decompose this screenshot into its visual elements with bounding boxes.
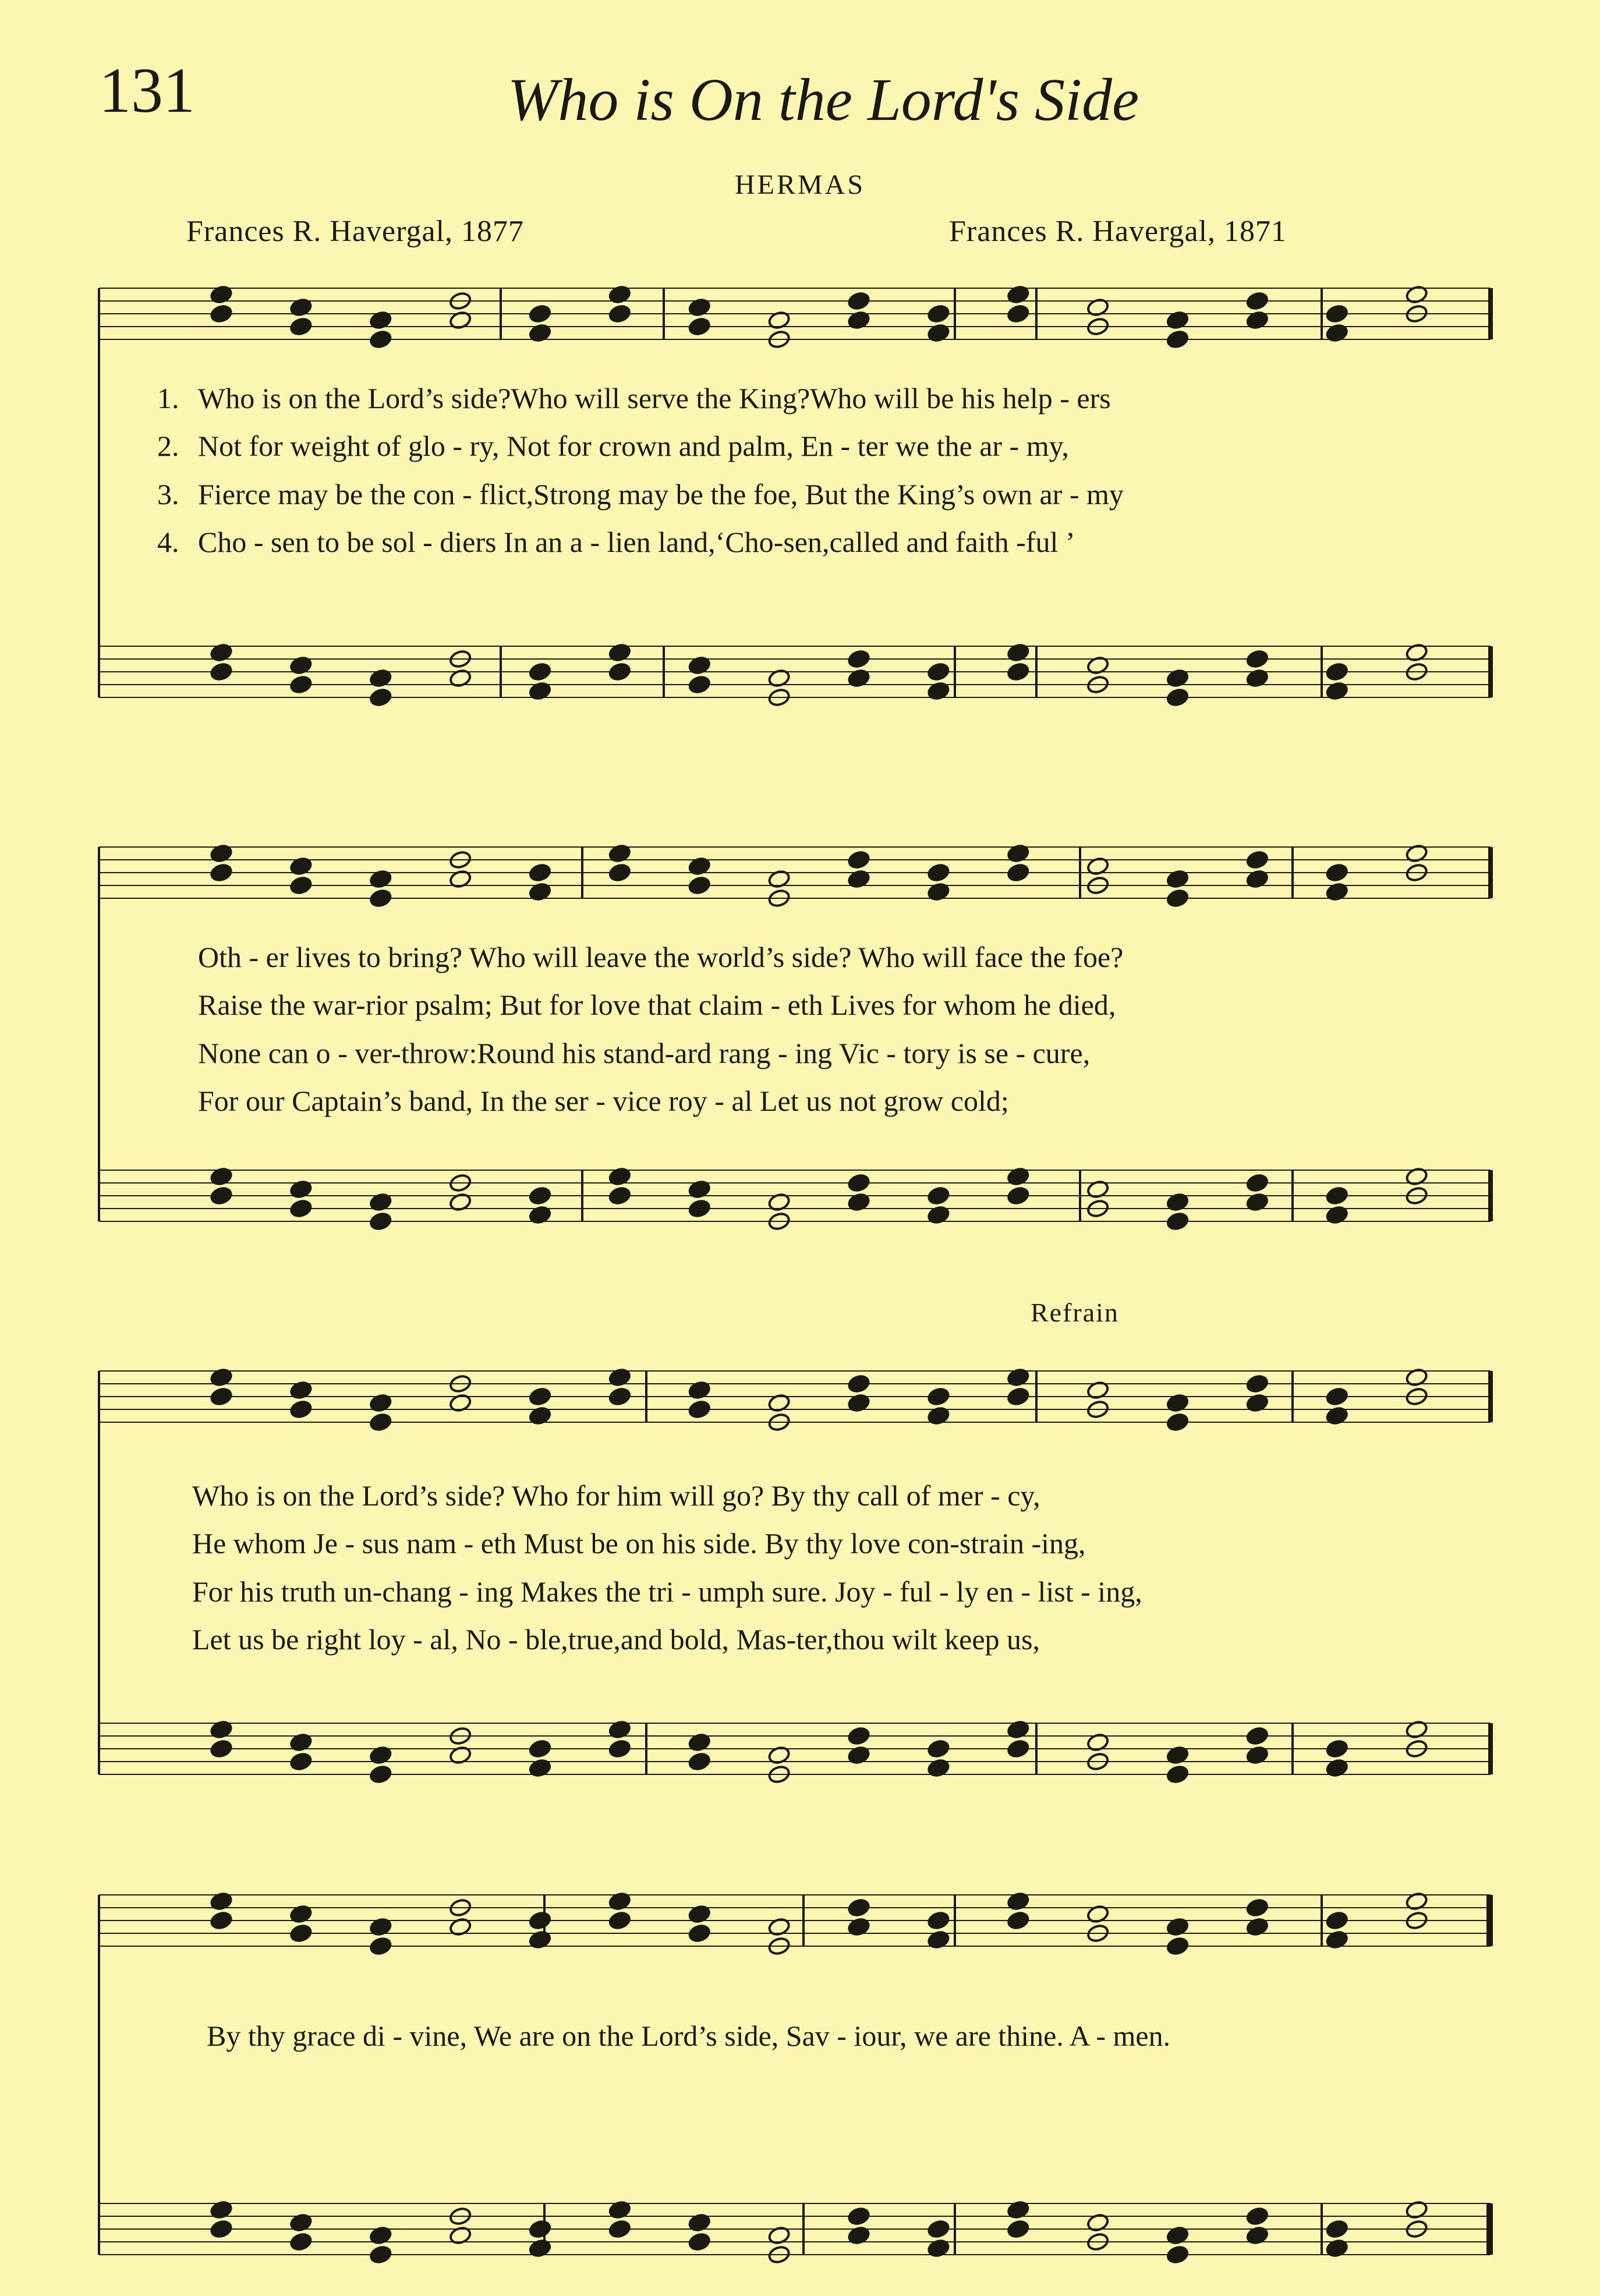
verse-number: 3. (157, 478, 179, 511)
note-head (1245, 649, 1269, 669)
note-head (927, 863, 950, 883)
lyric-line: He whom Je - sus nam - eth Must be on his side. By thy love con-strain -ing, (192, 1527, 1086, 1560)
note-head (927, 1186, 950, 1206)
music-credit: Frances R. Havergal, 1871 (949, 215, 1287, 248)
note-head (1007, 662, 1030, 682)
note-head (1166, 1211, 1189, 1231)
hymn-number: 131 (99, 55, 195, 126)
note-head (927, 304, 950, 324)
note-head (1245, 850, 1269, 870)
note-head (210, 304, 233, 324)
lyric-line: Raise the war-rior psalm; But for love that claim - eth Lives for whom he died, (198, 988, 1116, 1021)
note-head (688, 1752, 711, 1771)
note-head (289, 2232, 313, 2252)
note-head (608, 2219, 631, 2239)
note-head (1007, 1739, 1030, 1759)
note-head (289, 1399, 313, 1419)
note-head (528, 662, 551, 682)
note-head (608, 863, 631, 883)
note-head (688, 1923, 711, 1943)
note-head (1325, 304, 1348, 324)
lyric-line: For our Captain’s band, In the ser - vice roy - al Let us not grow cold; (198, 1085, 1009, 1117)
note-head (210, 662, 233, 682)
lyric-line: Oth - er lives to bring? Who will leave the world’s side? Who will face the foe? (198, 941, 1124, 973)
note-head (369, 1764, 392, 1784)
lyric-line (157, 477, 1124, 511)
note-head (688, 2232, 711, 2252)
note-head (210, 2219, 233, 2239)
note-head (1007, 1911, 1030, 1930)
note-head (847, 850, 870, 870)
note-head (369, 1412, 392, 1432)
note-head (210, 1739, 233, 1759)
note-head (1325, 1186, 1348, 1206)
note-head (608, 1387, 631, 1406)
lyric-text: Fierce may be the con - flict,Strong may be the foe, But the King’s own ar - my (198, 478, 1124, 511)
note-head (847, 1173, 870, 1193)
note-head (289, 675, 313, 695)
note-head (289, 1752, 313, 1771)
note-head (528, 1911, 551, 1930)
note-head (1166, 2245, 1189, 2265)
refrain-label: Refrain (1031, 1298, 1119, 1327)
note-head (608, 662, 631, 682)
note-head (1325, 1739, 1348, 1759)
lyric-text: Not for weight of glo - ry, Not for crown and palm, En - ter we the ar - my, (198, 430, 1069, 462)
note-head (210, 1186, 233, 1206)
note-head (1325, 1387, 1348, 1406)
verse-number: 2. (157, 430, 179, 462)
note-head (1007, 2219, 1030, 2239)
note-head (528, 2219, 551, 2239)
lyric-line (157, 429, 1069, 463)
lyric-line: None can o - ver-throw:Round his stand-ard rang - ing Vic - tory is se - cure, (198, 1037, 1091, 1069)
note-head (1166, 329, 1189, 349)
lyric-line (157, 525, 1075, 559)
note-head (688, 317, 711, 336)
note-head (608, 1911, 631, 1930)
lyric-line: By thy grace di - vine, We are on the Lord’s side, Sav - iour, we are thine. A - men. (207, 2019, 1171, 2052)
note-head (289, 317, 313, 336)
note-head (1166, 888, 1189, 908)
note-head (1325, 662, 1348, 682)
note-head (369, 1936, 392, 1956)
note-head (927, 1911, 950, 1930)
note-head (528, 1186, 551, 1206)
words-credit: Frances R. Havergal, 1877 (186, 215, 525, 248)
note-head (1325, 863, 1348, 883)
note-head (1007, 1387, 1030, 1406)
note-head (1007, 304, 1030, 324)
note-head (1245, 1726, 1269, 1746)
note-head (369, 888, 392, 908)
note-head (369, 688, 392, 707)
note-head (847, 1898, 870, 1918)
note-head (210, 863, 233, 883)
note-head (1245, 1173, 1269, 1193)
note-head (210, 1387, 233, 1406)
note-head (528, 863, 551, 883)
note-head (847, 291, 870, 311)
note-head (688, 1399, 711, 1419)
note-head (608, 304, 631, 324)
note-head (289, 876, 313, 895)
tune-name: HERMAS (734, 169, 866, 200)
note-head (1325, 1911, 1348, 1930)
note-head (210, 1911, 233, 1930)
verse-number: 4. (157, 526, 179, 558)
note-head (927, 662, 950, 682)
note-head (528, 304, 551, 324)
verse-number: 1. (157, 382, 179, 414)
note-head (1007, 863, 1030, 883)
note-head (1166, 1936, 1189, 1956)
note-head (608, 1739, 631, 1759)
note-head (1166, 688, 1189, 707)
note-head (927, 1387, 950, 1406)
note-head (847, 1726, 870, 1746)
note-head (1007, 1186, 1030, 1206)
note-head (1245, 2206, 1269, 2226)
note-head (927, 2219, 950, 2239)
note-head (369, 329, 392, 349)
lyric-line: Who is on the Lord’s side? Who for him will go? By thy call of mer - cy, (192, 1479, 1040, 1512)
note-head (608, 1186, 631, 1206)
note-head (847, 1374, 870, 1394)
lyric-text: Who is on the Lord’s side?Who will serve the King?Who will be his help - ers (198, 382, 1111, 414)
note-head (1166, 1764, 1189, 1784)
note-head (289, 1199, 313, 1218)
note-head (369, 2245, 392, 2265)
note-head (688, 1199, 711, 1218)
note-head (688, 675, 711, 695)
note-head (927, 1739, 950, 1759)
note-head (847, 649, 870, 669)
note-head (289, 1923, 313, 1943)
lyric-line (157, 381, 1111, 415)
note-head (1245, 1374, 1269, 1394)
note-head (688, 876, 711, 895)
note-head (369, 1211, 392, 1231)
hymn-title: Who is On the Lord's Side (507, 66, 1139, 133)
lyric-text: Cho - sen to be sol - diers In an a - lien land,‘Cho-sen,called and faith -ful ’ (198, 526, 1075, 558)
note-head (1325, 2219, 1348, 2239)
note-head (1166, 1412, 1189, 1432)
note-head (847, 2206, 870, 2226)
note-head (1245, 291, 1269, 311)
note-head (528, 1387, 551, 1406)
lyric-line: For his truth un-chang - ing Makes the tri - umph sure. Joy - ful - ly en - list - ing, (192, 1575, 1142, 1608)
note-head (1245, 1898, 1269, 1918)
lyric-line: Let us be right loy - al, No - ble,true,and bold, Mas-ter,thou wilt keep us, (192, 1623, 1040, 1656)
note-head (528, 1739, 551, 1759)
